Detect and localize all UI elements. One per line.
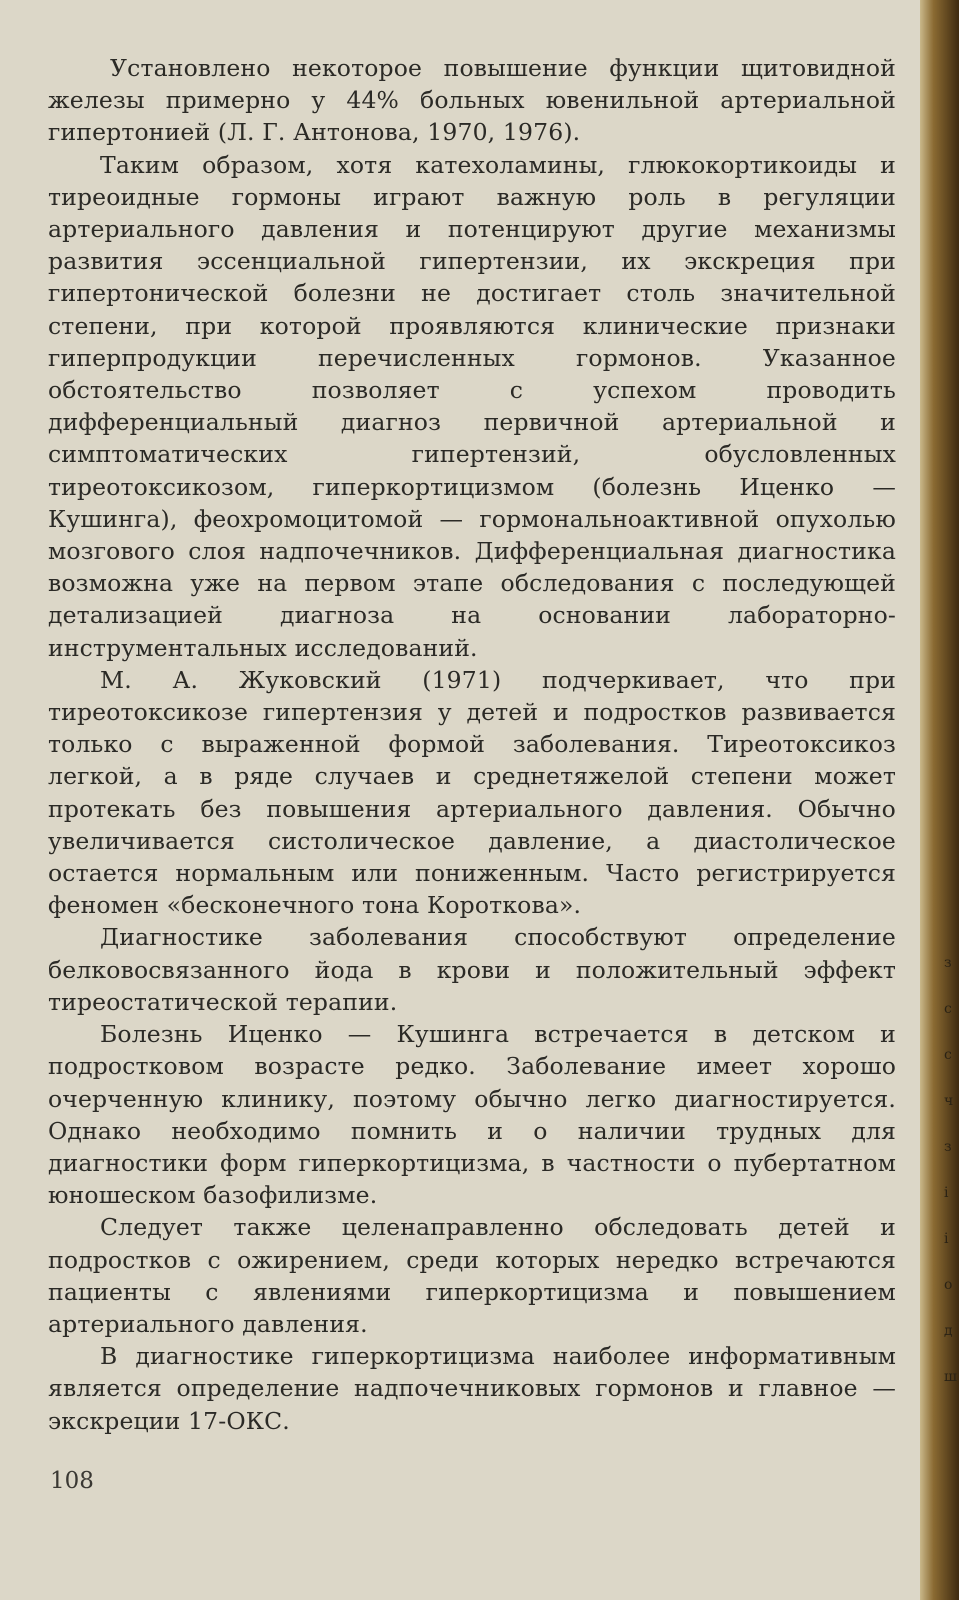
paragraph-5: Болезнь Иценко — Кушинга встречается в детском и подростковом возрасте редко. Заболевание имеет хорошо очерченную клинику, поэтому обычно легко диагностируется. Однако необходимо помнить и о наличии трудных для диагностики форм гиперкортицизма, в частности о пубертатном юношеском базофилизме.: [48, 1020, 896, 1210]
paragraph-3: М. А. Жуковский (1971) подчеркивает, что при тиреотоксикозе гипертензия у детей и подростков развивается только с выраженной формой заболевания. Тиреотоксикоз легкой, а в ряде случаев и среднетяжелой степени может протекать без повышения артериального давления. Обычно увеличивается систолическое давление, а диастолическое остается нормальным или пониженным. Часто регистрируется феномен «бесконечного тона Короткова».: [48, 665, 896, 920]
paragraph-4: Диагностике заболевания способствуют определение белковосвязанного йода в крови и положительный эффект тиреостатической терапии.: [48, 923, 896, 1016]
paragraph-6: Следует также целенаправленно обследовать детей и подростков с ожирением, среди которых нередко встречаются пациенты с явлениями гиперкортицизма и повышением артериального давления.: [48, 1213, 896, 1338]
body-text: [48, 52, 896, 1437]
spine-letter: с: [944, 1047, 952, 1063]
spine-letter: ш: [944, 1369, 958, 1385]
page-number: 108: [50, 1468, 94, 1494]
spine-letter: о: [944, 1277, 953, 1293]
paragraph-1: Установлено некоторое повышение функции щитовидной железы примерно у 44% больных ювенильной артериальной гипертонией (Л. Г. Антонова, 1970, 1976).: [48, 54, 896, 147]
paragraph-7: В диагностике гиперкортицизма наиболее информативным является определение надпочечниковых гормонов и главное — экскреции 17-ОКС.: [48, 1342, 896, 1435]
adjacent-page-fragments: [944, 940, 956, 1390]
spine-letter: з: [944, 955, 952, 971]
spine-letter: і: [944, 1231, 949, 1247]
spine-letter: з: [944, 1139, 952, 1155]
spine-letter: с: [944, 1001, 952, 1017]
spine-letter: д: [944, 1323, 953, 1339]
spine-letter: ч: [944, 1093, 954, 1109]
spine-letter: і: [944, 1185, 949, 1201]
paragraph-2: Таким образом, хотя катехоламины, глюкокортикоиды и тиреоидные гормоны играют важную роль в регуляции артериального давления и потенцируют другие механизмы развития эссенциальной гипертензии, их экскреция при гипертонической болезни не достигает столь значительной степени, при которой проявляются клинические признаки гиперпродукции перечисленных гормонов. Указанное обстоятельство позволяет с успехом проводить дифференциальный диагноз первичной артериальной и симптоматических гипертензий, обусловленных тиреотоксикозом, гиперкортицизмом (болезнь Иценко — Кушинга), феохромоцитомой — гормональноактивной опухолью мозгового слоя надпочечников. Дифференциальная диагностика возможна уже на первом этапе обследования с последующей детализацией диагноза на основании лабораторно-инструментальных исследований.: [48, 150, 896, 662]
